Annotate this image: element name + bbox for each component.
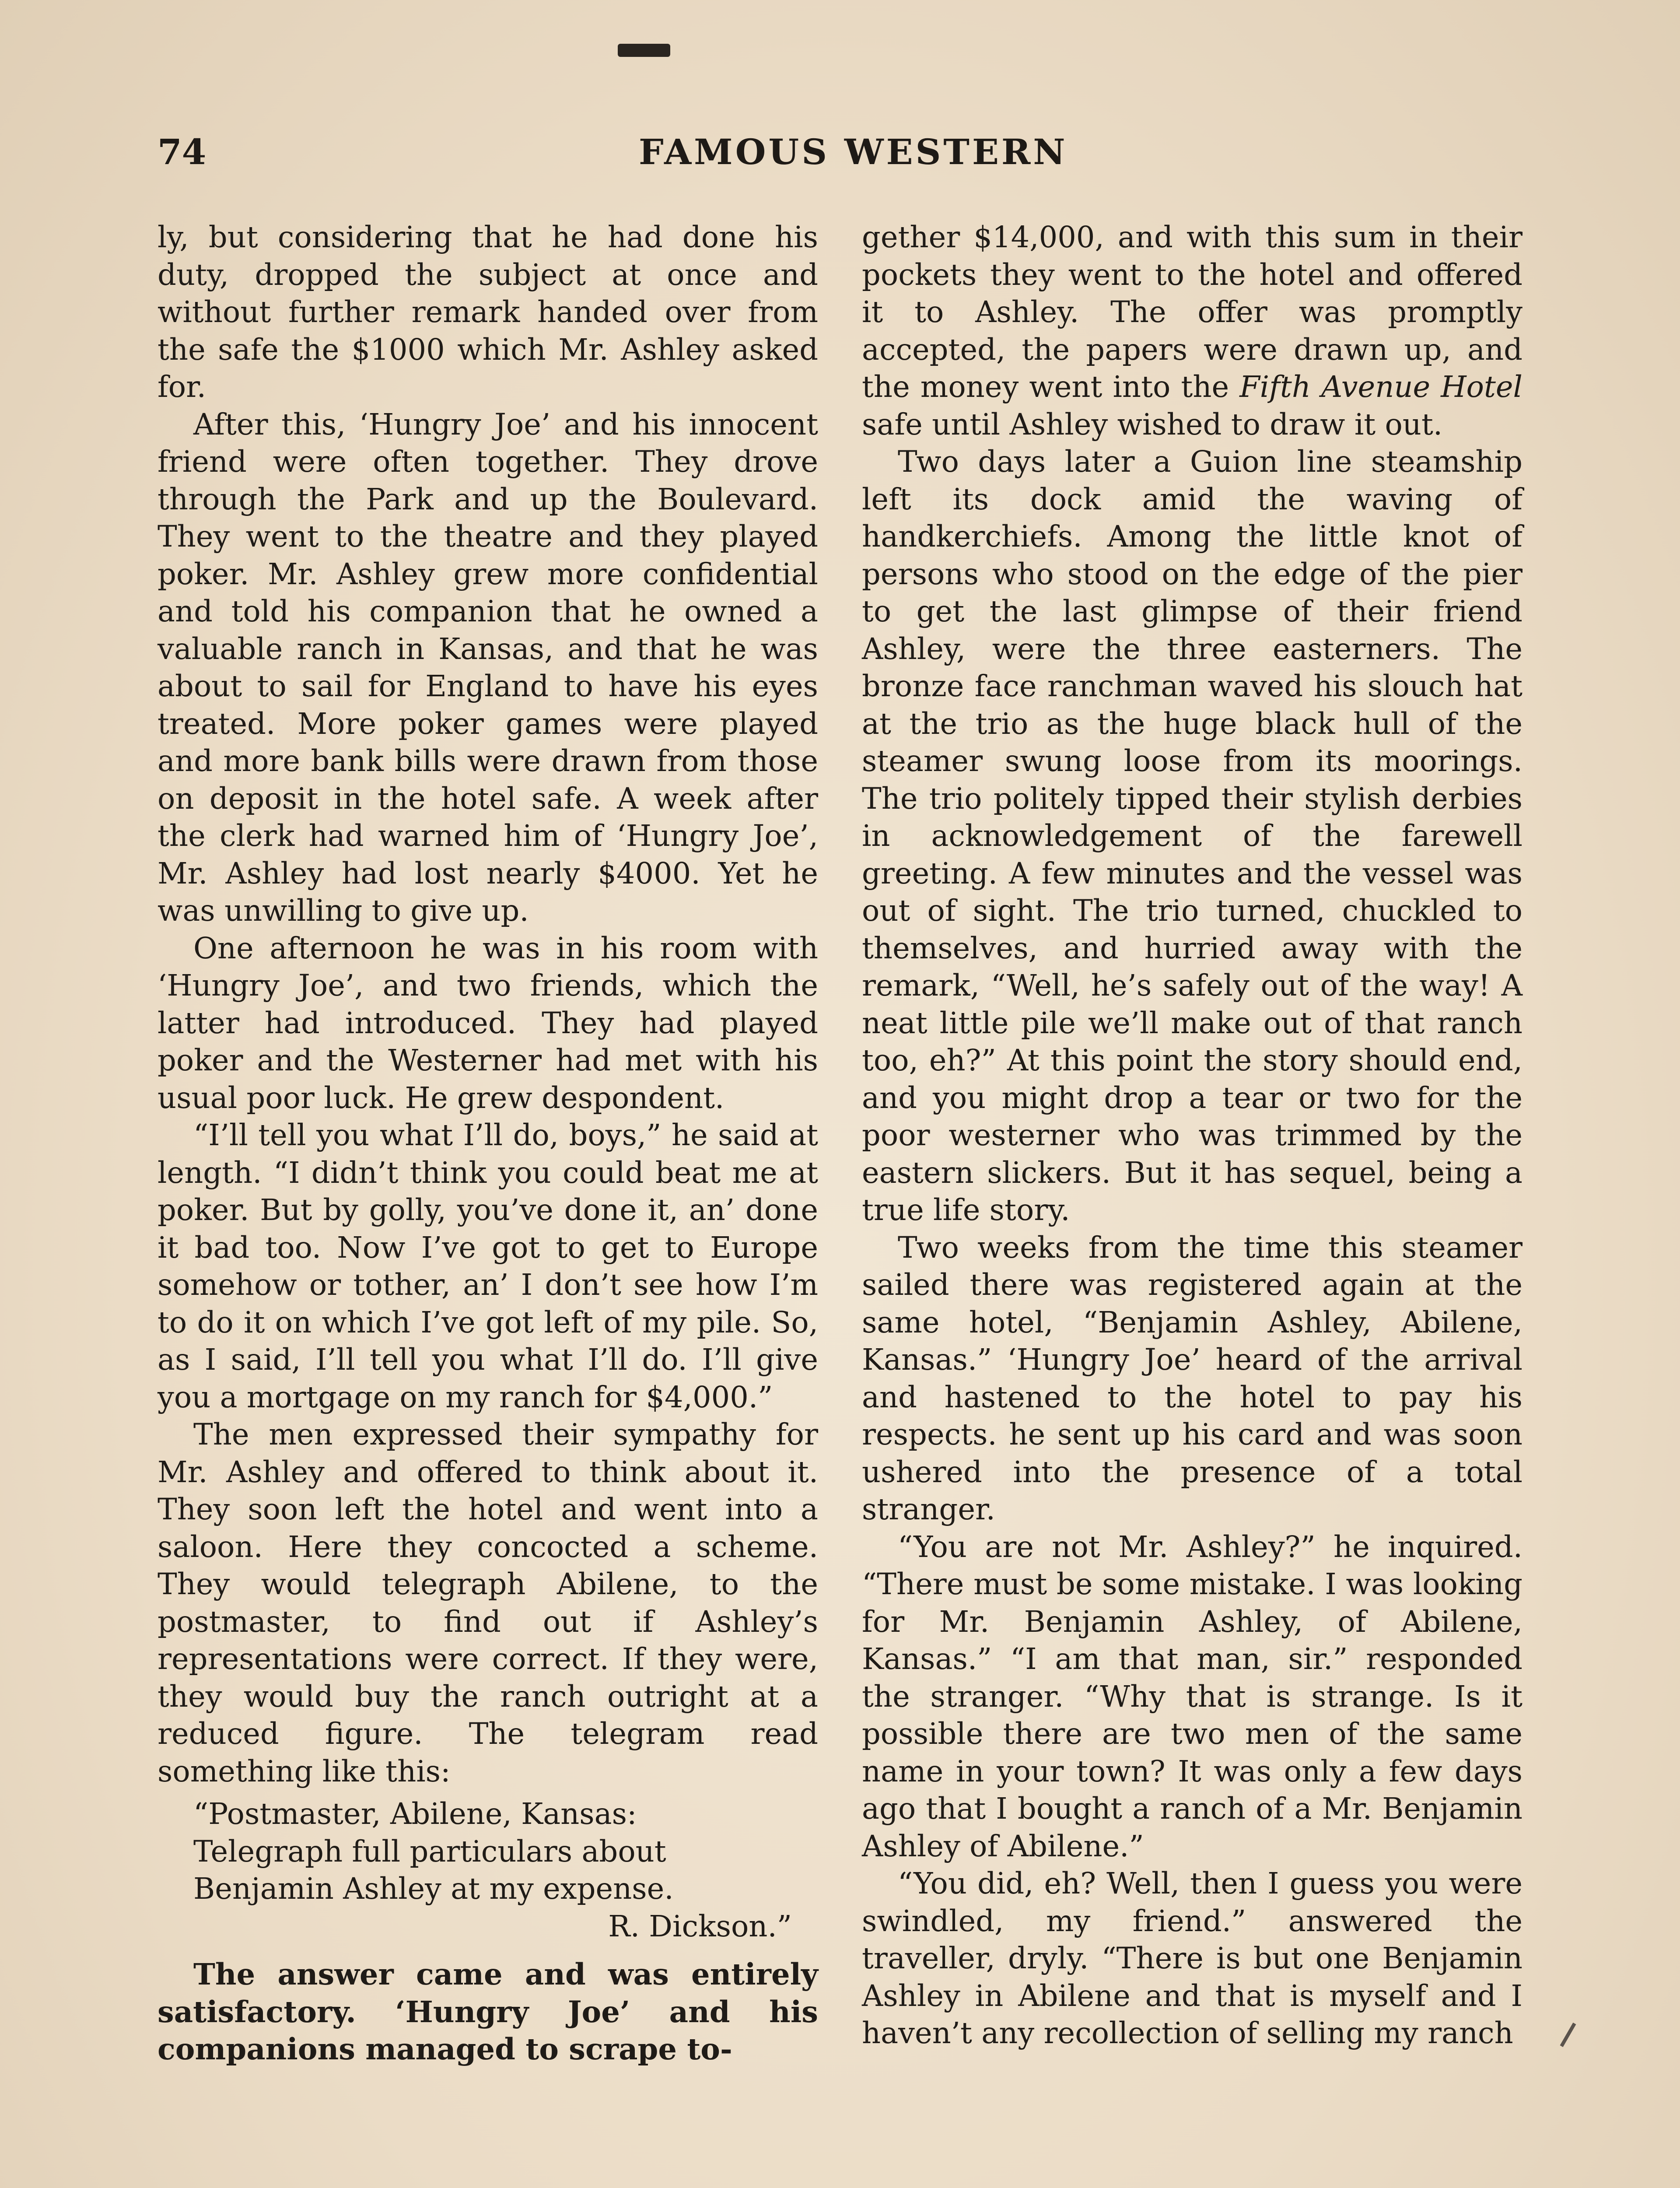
running-head: FAMOUS WESTERN	[639, 131, 1068, 172]
page-number: 74	[158, 131, 206, 172]
paragraph: After this, ‘Hungry Joe’ and his innocent friend were often together. They drove through the Park and up the Boulevard. They went to the theatre and they played poker. Mr. Ashley grew more confidential and told his companion that he owned a valuable ranch in Kansas, and that he was about to sail for England to have his eyes treated. More poker games were played and more bank bills were drawn from those on deposit in the hotel safe. A week after the clerk had warned him of ‘Hungry Joe’, Mr. Ashley had lost nearly $4000. Yet he was unwilling to give up.	[158, 407, 818, 928]
paragraph: “You did, eh? Well, then I guess you were swindled, my friend.” answered the traveller, dryly. “There is but one Benjamin Ashley in Abilene and that is myself and I haven’t any recollection of selling my ranch	[862, 1866, 1522, 2050]
paragraph: Two weeks from the time this steamer sailed there was registered again at the same hotel, “Benjamin Ashley, Abilene, Kansas.” ‘Hungry Joe’ heard of the arrival and hastened to the hotel to pay his respects. he sent up his card and was soon ushered into the presence of a total stranger.	[862, 1230, 1522, 1526]
paragraph: “I’ll tell you what I’ll do, boys,” he said at length. “I didn’t think you could beat me at poker. But by golly, you’ve done it, an’ done it bad too. Now I’ve got to get to Europe somehow or tother, an’ I don’t see how I’m to do it on which I’ve got left of my pile. So, as I said, I’ll tell you what I’ll do. I’ll give you a mortgage on my ranch for $4,000.”	[158, 1118, 818, 1414]
telegram-signature: R. Dickson.”	[608, 1909, 792, 1943]
right-column	[862, 219, 1522, 2052]
paragraph: ly, but considering that he had done his duty, dropped the subject at once and without further remark handed over from the safe the $1000 which Mr. Ashley asked for.	[158, 220, 818, 404]
paragraph: “You are not Mr. Ashley?” he inquired. “There must be some mistake. I was looking for Mr. Benjamin Ashley, of Abilene, Kansas.” “I am that man, sir.” responded the stranger. “Why that is strange. Is it possible there are two men of the same name in your town? It was only a few days ago that I bought a ranch of a Mr. Benjamin Ashley of Abilene.”	[862, 1529, 1522, 1863]
telegram-quote	[193, 1795, 818, 1945]
paragraph: The answer came and was entirely satisfactory. ‘Hungry Joe’ and his companions managed to scrape to-	[158, 1957, 818, 2066]
paragraph-text: safe until Ashley wished to draw it out.	[862, 407, 1443, 442]
stray-pencil-mark	[1560, 2023, 1576, 2047]
paragraph: Two days later a Guion line steamship left its dock amid the waving of handkerchiefs. Among the little knot of persons who stood on the edge of the pier to get the last glimpse of their friend Ashley, were the three easterners. The bronze face ranchman waved his slouch hat at the trio as the huge black hull of the steamer swung loose from its moorings. The trio politely tipped their stylish derbies in acknowledgement of the farewell greeting. A few minutes and the vessel was out of sight. The trio turned, chuckled to themselves, and hurried away with the remark, “Well, he’s safely out of the way! A neat little pile we’ll make out of that ranch too, eh?” At this point the story should end, and you might drop a tear or two for the poor westerner who was trimmed by the eastern slickers. But it has sequel, being a true life story.	[862, 445, 1522, 1227]
hotel-name: Fifth Avenue Hotel	[1239, 370, 1522, 404]
print-mark	[618, 44, 670, 57]
paragraph-text: gether $14,000, and with this sum in their pockets they went to the hotel and offered it to Ashley. The offer was promptly accepted, the papers were drawn up, and the money went into the	[862, 220, 1522, 404]
telegram-line: Benjamin Ashley at my expense.	[193, 1872, 674, 1906]
paragraph	[862, 219, 1522, 443]
page-header	[158, 131, 1522, 193]
telegram-line: “Postmaster, Abilene, Kansas:	[193, 1797, 637, 1831]
telegram-line: Telegraph full particulars about	[193, 1834, 666, 1869]
paragraph: The men expressed their sympathy for Mr. Ashley and offered to think about it. They soon left the hotel and went into a saloon. Here they concocted a scheme. They would telegraph Abilene, to the postmaster, to find out if Ashley’s representations were correct. If they were, they would buy the ranch outright at a reduced figure. The telegram read something like this:	[158, 1417, 818, 1788]
paragraph: One afternoon he was in his room with ‘Hungry Joe’, and two friends, which the latter had introduced. They had played poker and the Westerner had met with his usual poor luck. He grew despondent.	[158, 931, 818, 1115]
left-column	[158, 219, 818, 2068]
